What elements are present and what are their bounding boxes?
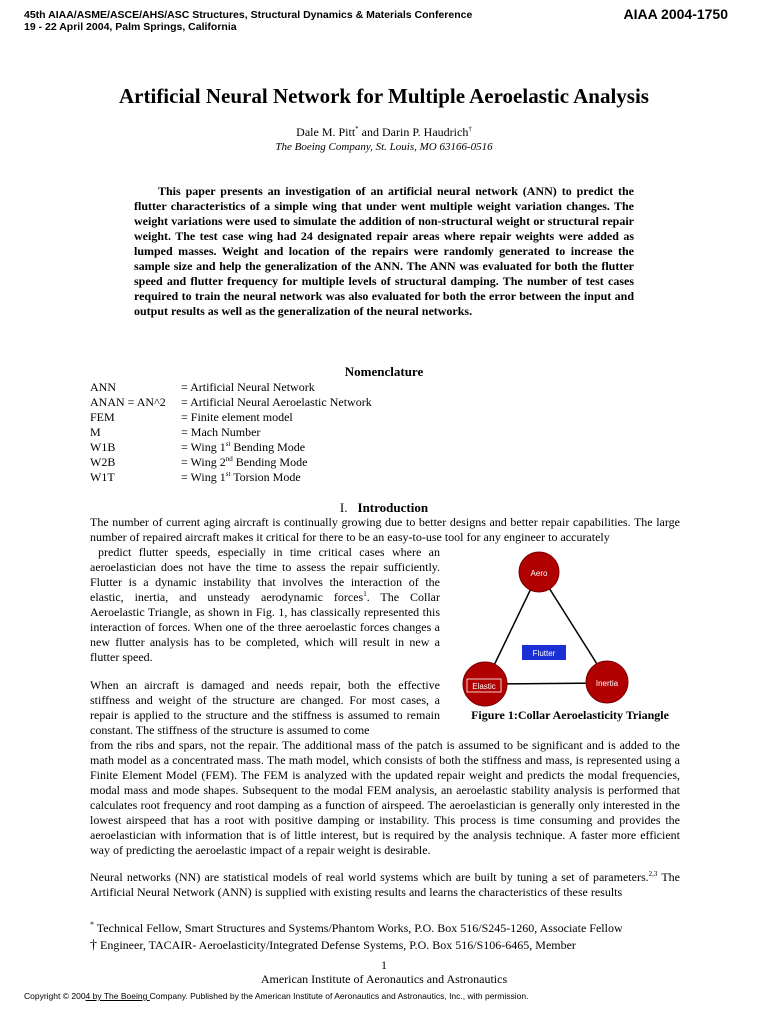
paragraph-text: Neural networks (NN) are statistical models of real world systems which are built by tuning a set of parameters. xyxy=(90,870,649,884)
author-1: Dale M. Pitt xyxy=(296,125,356,139)
conference-line-2: 19 - 22 April 2004, Palm Springs, California xyxy=(24,21,237,33)
paper-title: Artificial Neural Network for Multiple Aeroelastic Analysis xyxy=(119,84,649,108)
paragraph-1-full-width: The number of current aging aircraft is continually growing due to better designs and better repair capabilities. The large number of repaired aircraft makes it critical for there to be an easy-to-use tool for any engineer to accurately xyxy=(90,515,680,544)
nomenclature-term: ANAN = AN^2 xyxy=(90,395,166,409)
institute-name: American Institute of Aeronautics and Astronautics xyxy=(260,972,508,986)
nomenclature-row xyxy=(90,455,372,470)
abstract: This paper presents an investigation of an artificial neural network (ANN) to predict the flutter characteristics of a simple wing that under went multiple weight variation changes. The weight variations were used to simulate the addition of non-structural weight or structural repair weight. The test case wing had 24 designated repair areas where repair weights were added as lumped masses. Weight and location of the repairs were randomly generated to increase the sample size and help the generalization of the ANN. The ANN was evaluated for both the flutter speed and flutter frequency for multiple levels of structural damping. The number of test cases required to train the neural network was also evaluated for both the error between the input and output results as well as the generalization of the neural networks. xyxy=(134,184,634,318)
reference-marker: 1 xyxy=(363,590,367,598)
affiliation: The Boeing Company, St. Louis, MO 63166-0516 xyxy=(275,141,493,153)
footnote-1-text: Technical Fellow, Smart Structures and Systems/Phantom Works, P.O. Box 516/S245-1260, Associate Fellow xyxy=(96,921,623,935)
elastic-node-label: Elastic xyxy=(472,682,496,691)
definition-text: Bending Mode xyxy=(230,440,306,454)
reference-marker: 2,3 xyxy=(648,870,658,878)
footnote-2 xyxy=(90,938,576,953)
paragraph-text: The Artificial Neural Network (ANN) is supplied with existing results and learns the characteristics of these results xyxy=(90,870,680,899)
elastic-node xyxy=(463,662,507,706)
nomenclature-definition xyxy=(181,440,372,455)
author-2: Darin P. Haudrich xyxy=(382,125,469,139)
definition-text: = Wing 2 xyxy=(181,455,226,469)
nomenclature-definition: = Mach Number xyxy=(181,425,261,439)
nomenclature-row xyxy=(90,425,372,440)
flutter-box xyxy=(522,645,566,660)
paragraph-1-wrapped xyxy=(90,545,440,665)
copyright-text: Company. Published by the American Institute of Aeronautics and Astronautics, Inc., with permission. xyxy=(149,991,529,1001)
author-1-footnote-mark: * xyxy=(355,125,359,133)
copyright-notice xyxy=(24,991,528,1001)
definition-text: Bending Mode xyxy=(232,455,308,469)
nomenclature-definition xyxy=(181,470,372,485)
copyright-text: 4 by The Boeing xyxy=(85,991,150,1001)
footnote-1-mark: * xyxy=(90,920,94,929)
paragraph-2-full-width: from the ribs and spars, not the repair. The additional mass of the patch is assumed to be significant and is added to the math model as a concentrated mass. The math model, which consists of both the stiffness and mass, is represented using a Finite Element Model (FEM). The FEM is analyzed with the updated repair weight and predicts the modal frequencies, modal mass and mode shapes. Subsequent to the modal FEM analysis, an aeroelastic stability analysis is performed that calculates root frequency and root damping as a function of airspeed. The aeroelastician is generally only interested in the lowest airspeed that has a root with positive damping or instability. This process is time consuming and provides the aeroelastician with information that is of little interest, but is required by the analysis technique. A faster more efficient way of predicting the aeroelastic impact of a repair weight is desirable. xyxy=(90,738,680,857)
nomenclature-row xyxy=(90,440,372,455)
section-title: Introduction xyxy=(357,500,429,515)
definition-text: Torsion Mode xyxy=(230,470,301,484)
ordinal-suffix: nd xyxy=(225,455,233,463)
nomenclature-table xyxy=(90,380,372,485)
section-heading xyxy=(0,500,768,516)
author-line xyxy=(0,125,768,140)
paper-id: AIAA 2004-1750 xyxy=(623,6,728,22)
copyright-text: Copyright © 200 xyxy=(24,991,86,1001)
definition-text: = Wing 1 xyxy=(181,440,226,454)
nomenclature-row xyxy=(90,470,372,485)
ordinal-suffix: st xyxy=(225,470,231,478)
nomenclature-row xyxy=(90,410,372,425)
nomenclature-term: W1B xyxy=(90,440,116,454)
nomenclature-heading: Nomenclature xyxy=(344,364,424,379)
nomenclature-term: W1T xyxy=(90,470,115,484)
aero-node xyxy=(519,552,559,592)
nomenclature-definition: = Artificial Neural Aeroelastic Network xyxy=(181,395,372,409)
nomenclature-row xyxy=(90,395,372,410)
conference-header xyxy=(24,9,472,33)
footnote-2-text: Engineer, TACAIR- Aeroelasticity/Integrated Defense Systems, P.O. Box 516/S106-6465, Member xyxy=(100,938,576,952)
paragraph-3 xyxy=(90,870,680,900)
nomenclature-term: ANN xyxy=(90,380,116,394)
footnote-1 xyxy=(90,921,623,936)
definition-text: = Wing 1 xyxy=(181,470,226,484)
collar-triangle-figure xyxy=(455,548,683,726)
nomenclature-definition: = Artificial Neural Network xyxy=(181,380,315,394)
paragraph-2-wrapped: When an aircraft is damaged and needs repair, both the effective stiffness and weight of the structure are changed. For most cases, a repair is applied to the structure and the stiffness is assumed to remain constant. The stiffness of the structure is assumed to come xyxy=(90,678,440,737)
paragraph-text: predict flutter speeds, especially in time critical cases where an aeroelastician does not have the time to assess the repair sufficiently. Flutter is a dynamic instability that involves the interaction of the elastic, inertia, and unsteady aerodynamic forces xyxy=(90,545,440,604)
inertia-node xyxy=(586,661,628,703)
footnote-2-mark: † xyxy=(90,938,97,953)
nomenclature-definition: = Finite element model xyxy=(181,410,293,424)
aero-node-label: Aero xyxy=(530,569,548,578)
nomenclature-row xyxy=(90,380,372,395)
page-number: 1 xyxy=(381,958,387,972)
author-2-footnote-mark: † xyxy=(468,125,472,133)
ordinal-suffix: st xyxy=(225,440,231,448)
conference-line-1: 45th AIAA/ASME/ASCE/AHS/ASC Structures, Structural Dynamics & Materials Conference xyxy=(24,9,473,21)
author-connector: and xyxy=(358,125,382,139)
paragraph-text: . The Collar Aeroelastic Triangle, as shown in Fig. 1, has classically represented this interaction of forces. When one of the three aeroelastic forces changes a new flutter analysis has to be completed, which will result in new a flutter speed. xyxy=(90,590,440,664)
flutter-label: Flutter xyxy=(532,649,556,658)
section-number: I. xyxy=(339,500,348,515)
nomenclature-term: FEM xyxy=(90,410,115,424)
figure-caption: Figure 1:Collar Aeroelasticity Triangle xyxy=(471,708,669,722)
nomenclature-term: W2B xyxy=(90,455,116,469)
nomenclature-term: M xyxy=(90,425,101,439)
nomenclature-definition xyxy=(181,455,372,470)
inertia-node-label: Inertia xyxy=(595,679,619,688)
